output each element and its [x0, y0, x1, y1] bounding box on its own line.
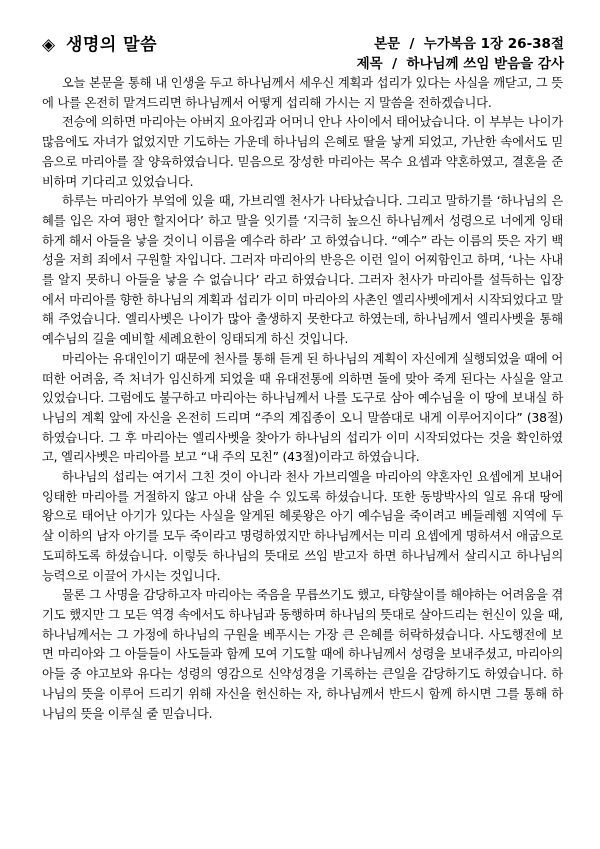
- paragraph-4: 마리아는 유대인이기 때문에 천사를 통해 듣게 된 하나님의 계획이 자신에게 실행되었을 때에 어떠한 어려움, 즉 처녀가 임신하게 되었을 때 유대전통에 의하면 돌에 맞아 죽게 된다는 사실을 알고 있었습니다. 그럼에도 불구하고 마리아는 하나님께서 나를 도구로 삼아 예수님을 이 땅에 보내실 하나님의 계획 앞에 자신을 온전히 드리며 “주의 계집종이 오니 말씀대로 내게 이루어지이다” (38절) 하였습니다. 그 후 마리아는 엘리사벳을 찾아가 하나님의 섭리가 이미 시작되었다는 것을 확인하였고, 엘리사벳은 마리아를 보고 “내 주의 모친” (43절)이라고 하였습니다.: [42, 351, 563, 465]
- sermon-info: [357, 34, 564, 74]
- passage-reference: 누가복음 1장 26-38절: [423, 36, 564, 52]
- paragraph-1: 오늘 본문을 통해 내 인생을 두고 하나님께서 세우신 계획과 섭리가 있다는 사실을 깨닫고, 그 뜻에 나를 온전히 맡겨드리면 하나님께서 어떻게 섭리해 가시는 지 말씀을 전하겠습니다.: [42, 76, 563, 110]
- paragraph-5: 하나님의 섭리는 여기서 그친 것이 아니라 천사 가브리엘을 마리아의 약혼자인 요셉에게 보내어 잉태한 마리아를 거절하지 않고 아내 삼을 수 있도록 하셨습니다. 또한 동방박사의 일로 유대 땅에 왕으로 태어난 아기가 있다는 사실을 알게된 헤롯왕은 아기 예수님을 죽이려고 베들레헴 지역에 두 살 이하의 남자 아기를 모두 죽이라고 명령하였지만 하나님께서는 미리 요셉에게 명하셔서 애굽으로 도피하도록 하셨습니다. 이렇듯 하나님의 뜻대로 쓰임 받고자 하면 하나님께서 살리시고 하나님의 능력으로 이끌어 가시는 것입니다.: [42, 470, 563, 583]
- paragraph-2: 전승에 의하면 마리아는 아버지 요아킴과 어머니 안나 사이에서 태어났습니다. 이 부부는 나이가 많음에도 자녀가 없었지만 기도하는 가운데 하나님의 은혜로 딸을 낳게 되었고, 가난한 속에서도 믿음으로 마리아를 잘 양육하였습니다. 믿음으로 장성한 마리아는 목수 요셉과 약혼하였고, 결혼을 준비하며 기다리고 있었습니다.: [42, 115, 563, 189]
- subject-text: 하나님께 쓰임 받음을 감사: [406, 56, 564, 72]
- sermon-body: [42, 74, 563, 724]
- passage-separator: /: [409, 36, 415, 52]
- title-text: 생명의 말씀: [66, 35, 158, 55]
- passage-label: 본문: [373, 36, 401, 52]
- passage-row: [357, 34, 564, 54]
- subject-separator: /: [392, 56, 398, 72]
- diamond-icon: ◈: [42, 35, 56, 55]
- paragraph-3: 하루는 마리아가 부엌에 있을 때, 가브리엘 천사가 나타났습니다. 그리고 말하기를 ‘하나님의 은혜를 입은 자여 평안 할지어다’ 하고 말을 잇기를 ‘지극히 높으신 하나님께서 성령으로 너에게 잉태하게 해서 아들을 낳을 것이니 이름을 예수라 하라’ 고 하였습니다. “예수” 라는 이름의 뜻은 자기 백성을 저희 죄에서 구원할 자입니다. 그러자 마리아의 반응은 이런 일이 어찌함인고 하며, ‘나는 사내를 알지 못하니 아들을 낳을 수 없습니다’ 라고 하였습니다. 그러자 천사가 마리아를 설득하는 입장에서 마리아를 향한 하나님의 계획과 섭리가 이미 마리아의 사촌인 엘리사벳에게서 시작되었다고 말해 주었습니다. 엘리사벳은 나이가 많아 출생하지 못한다고 하였는데, 하나님께서 엘리사벳을 통해 예수님의 길을 예비할 세례요한이 잉태되게 하신 것입니다.: [42, 194, 563, 347]
- paragraph-6: 물론 그 사명을 감당하고자 마리아는 죽음을 무릅쓰기도 했고, 타향살이를 해야하는 어려움을 겪기도 했지만 그 모든 역경 속에서도 하나님과 동행하며 하나님의 뜻대로 살아드리는 헌신이 있을 때, 하나님께서는 그 가정에 하나님의 구원을 베푸시는 가장 큰 은혜를 허락하셨습니다. 사도행전에 보면 마리아와 그 아들들이 사도들과 함께 모여 기도할 때에 하나님께서 성령을 보내주셨고, 마리아의 아들 중 야고보와 유다는 성령의 영감으로 신약성경을 기록하는 큰일을 감당하기도 하였습니다. 하나님의 뜻을 이루어 드리기 위해 자신을 헌신하는 자, 하나님께서 반드시 함께 하시면 그를 통해 하나님의 뜻을 이루실 줄 믿습니다.: [42, 588, 563, 721]
- subject-row: [357, 54, 564, 74]
- subject-label: 제목: [356, 56, 383, 72]
- page-title: [42, 30, 157, 55]
